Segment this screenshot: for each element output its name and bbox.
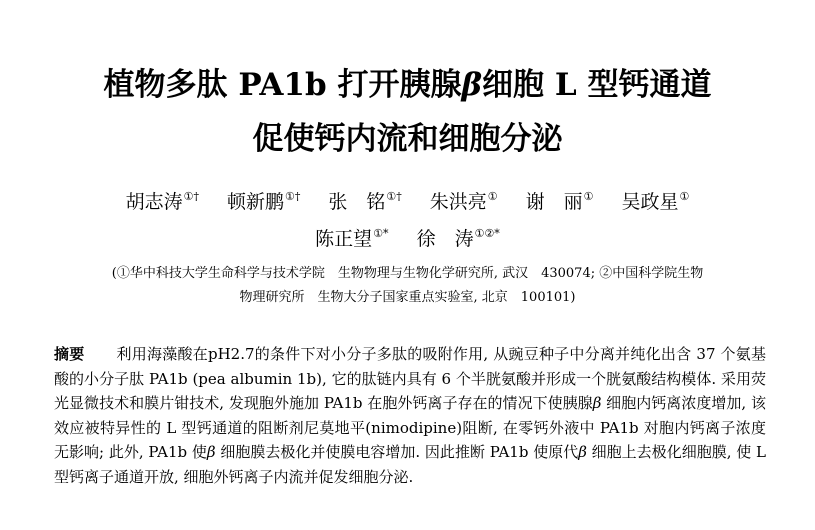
author: 谢 丽① [525, 190, 594, 213]
beta-symbol: β [578, 443, 587, 462]
abstract-text: 细胞膜去极化并使膜电容增加. 因此推断 PA1b 使原代 [215, 443, 579, 462]
abstract [54, 342, 766, 490]
abstract-label: 摘要 [54, 345, 85, 363]
author: 陈正望①* [315, 227, 389, 250]
affiliation [0, 262, 815, 310]
beta-symbol: β [461, 67, 483, 103]
beta-symbol: β [592, 394, 602, 413]
author: 徐 涛①②* [416, 227, 500, 250]
author: 朱洪亮① [429, 190, 498, 213]
beta-symbol: β [206, 443, 216, 462]
title-line-1: 植物多肽 PA1b 打开胰腺β细胞 L 型钙通道 [103, 67, 712, 103]
author: 张 铭①† [328, 190, 402, 213]
author-line-1 [0, 181, 815, 218]
paper-title [0, 58, 815, 166]
author: 顿新鹏①† [226, 190, 301, 213]
author: 胡志涛①† [125, 190, 199, 213]
author: 吴政星① [621, 190, 690, 213]
abstract-text: 细胞上去极化细胞膜, 使 L 型钙离子通道开放, 细胞外钙离子内流并促发细胞分泌. [54, 443, 766, 486]
abstract-text: 利用海藻酸在pH2.7的条件下对小分子多肽的吸附作用, 从豌豆种子中分离并纯化出含 37 个氨基酸的小分子肽 PA1b (pea albumin 1b), 它的肽链内具有 6 个半胱氨酸并形成一个胱氨酸结构模体. 采用荧光显微技术和膜片钳技术, 发现胞外施加 PA1b 在胞外钙离子存在的情况下使胰腺 [54, 345, 766, 413]
author-line-2 [0, 218, 815, 255]
affiliation-line-2: 物理研究所 生物大分子国家重点实验室, 北京 100101) [239, 290, 576, 305]
author-list [0, 181, 815, 255]
title-line-2: 促使钙内流和细胞分泌 [252, 121, 563, 157]
abstract-text: 细胞内钙离浓度增加, 该效应被特异性的 L 型钙通道的阻断剂尼莫地平(nimodipine)阻断, 在零钙外液中 PA1b 对胞内钙离子浓度无影响; 此外, PA1b 使 [54, 394, 766, 462]
affiliation-line-1: (①华中科技大学生命科学与技术学院 生物物理与生物化学研究所, 武汉 430074; ②中国科学院生物 [111, 266, 704, 281]
